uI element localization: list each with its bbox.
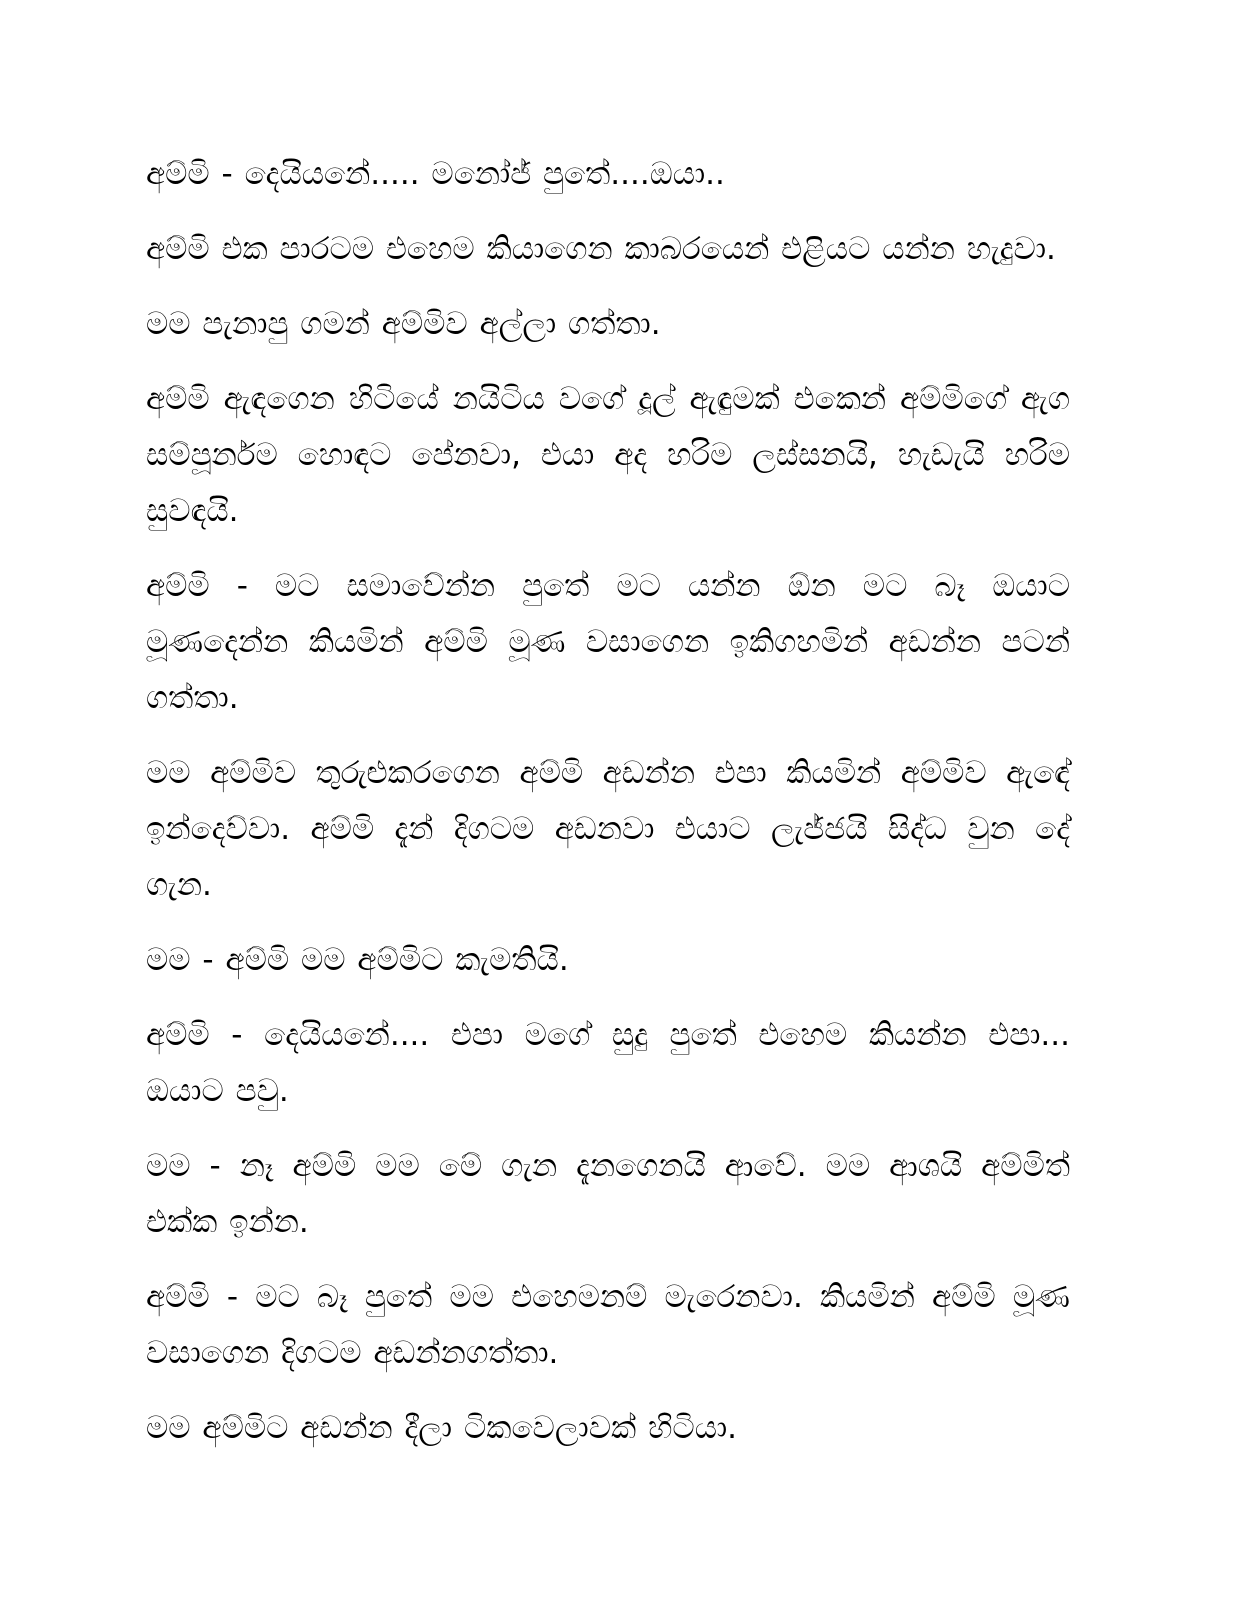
paragraph-11: මම අම්මිට අඩන්න දීලා ටිකවෙලාවක් හිටියා. bbox=[146, 1410, 738, 1446]
paragraph-2: අම්මි එක පාරටම එහෙම කියාගෙන කාබරයෙන් එළියට යන්න හැදුවා. bbox=[146, 231, 1056, 267]
paragraph-4: අම්මි ඇඳගෙන හිටියේ නයිටිය වගේ දූල් ඇඳුමක් එකෙන් අම්මිගේ ඇග සම්පූර්නම හොඳට පේනවා, එයා අද හරිම ලස්සනයි, හැඩැයි හරිම සුවඳයි. bbox=[146, 381, 1070, 529]
paragraph-10: අම්මි - මට බෑ පුතේ මම එහෙමනම් මැරෙනවා. කියමින් අම්මි මූණ වසාගෙන දිගටම අඩන්නගත්තා. bbox=[146, 1279, 1070, 1371]
paragraph-6: මම අම්මිව තුරුළුකරගෙන අම්මි අඩන්න එපා කියමින් අම්මිව ඇඳේ ඉන්දෙව්වා. අම්මි දැන් දිගටම අඩනවා එයාට ලැජ්ජයි සිද්ධ වුන දේ ගැන. bbox=[146, 755, 1070, 903]
paragraph-5: අම්මි - මට සමාවේන්න පුතේ මට යන්න ඕන මට බෑ ඔයාට මූණදෙන්න කියමින් අම්මි මූණ වසාගෙන ඉකිගහමින් අඩන්න පටන් ගත්තා. bbox=[146, 568, 1070, 716]
paragraph-9: මම - නෑ අම්මි මම මේ ගැන දැනගෙනයි ආවේ. මම ආශයි අම්මිත් එක්ක ඉන්න. bbox=[146, 1148, 1070, 1240]
paragraph-1: අම්මි - දෙයියනේ..... මනෝජ් පුතේ....ඔයා.. bbox=[146, 156, 725, 192]
paragraph-3: මම පැනාපු ගමන් අම්මිව අල්ලා ගත්තා. bbox=[146, 306, 661, 342]
paragraph-7: මම - අම්මි මම අම්මිට කැමතියි. bbox=[146, 942, 569, 978]
paragraph-8: අම්මි - දෙයියනේ.... එපා මගේ සුදු පුතේ එහෙම කියන්න එපා... ඔයාට පවු. bbox=[146, 1017, 1070, 1109]
story-text bbox=[146, 146, 1070, 1475]
